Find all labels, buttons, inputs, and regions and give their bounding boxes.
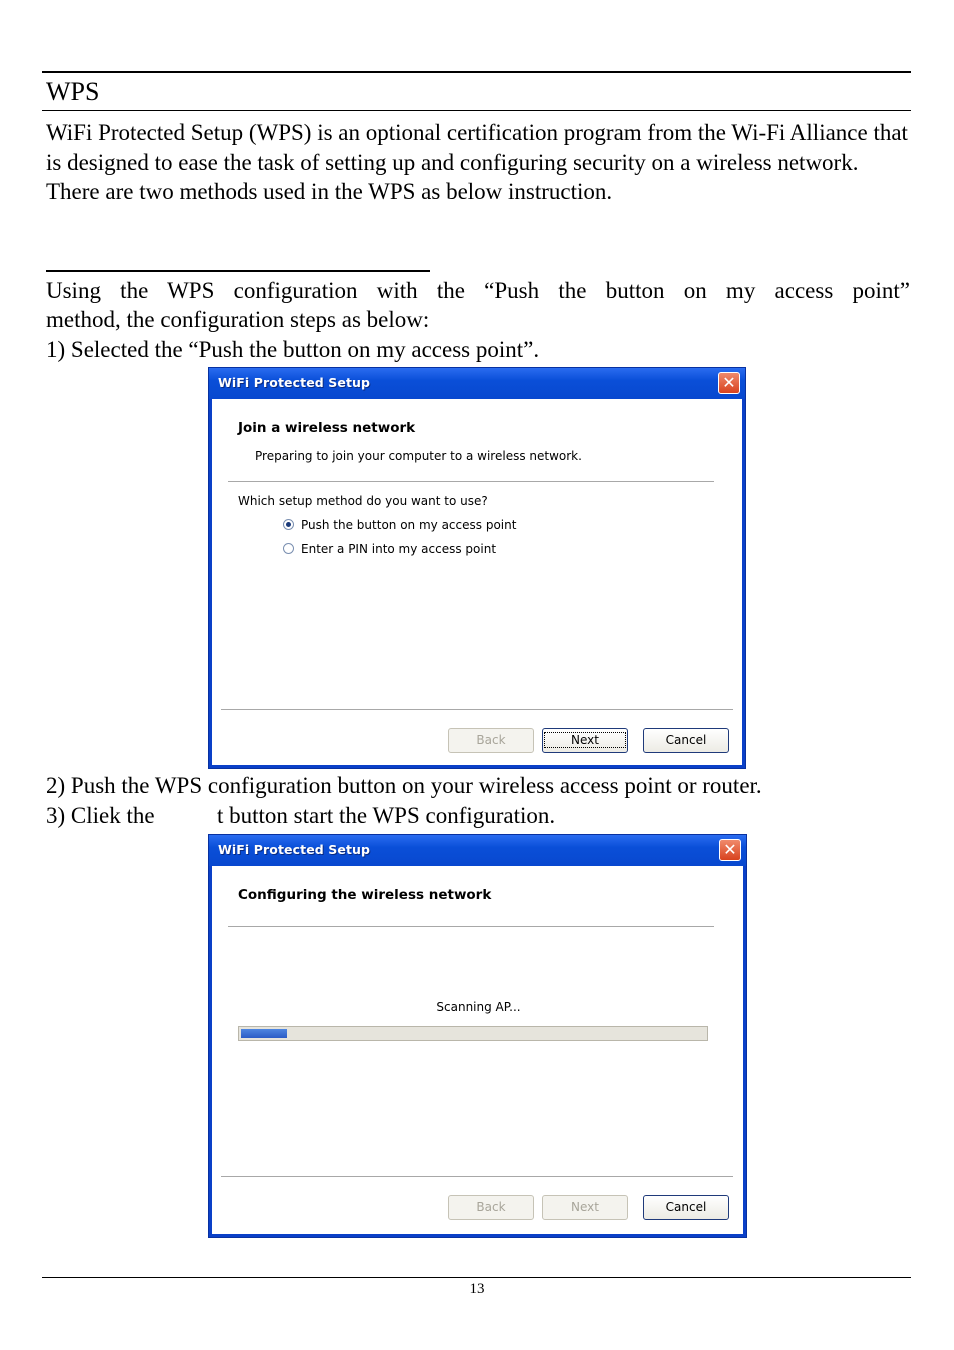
footer-rule: [42, 1277, 911, 1278]
dialog-title: WiFi Protected Setup: [218, 375, 371, 390]
method-rule: [46, 270, 430, 272]
radio-selected-icon[interactable]: [283, 519, 294, 530]
step-3-prefix: 3) Cliek the: [46, 803, 155, 828]
step-3-suffix: t button start the WPS configuration.: [217, 803, 556, 828]
wps-dialog-method: [208, 367, 746, 769]
footer-separator: [221, 1176, 733, 1178]
dialog-titlebar: [209, 835, 746, 866]
dialog-titlebar: [209, 368, 745, 399]
cancel-button[interactable]: Cancel: [643, 728, 729, 753]
method-line-2: method, the configuration steps as below:: [46, 307, 430, 332]
step-2-text: 2) Push the WPS configuration button on your wireless access point or router.: [46, 773, 762, 798]
header-separator: [228, 481, 714, 483]
back-button[interactable]: Back: [448, 1195, 534, 1220]
close-icon[interactable]: ✕: [719, 839, 741, 861]
dialog-header-subtitle: Preparing to join your computer to a wireless network.: [255, 449, 582, 463]
wps-dialog-configuring: [208, 834, 747, 1238]
radio-option-push-button[interactable]: [283, 516, 523, 534]
cancel-button[interactable]: Cancel: [643, 1195, 729, 1220]
scan-progress-fill: [241, 1029, 287, 1038]
step-1-text: 1) Selected the “Push the button on my access point”.: [46, 337, 540, 362]
page-number: 13: [469, 1281, 485, 1297]
footer-separator: [221, 709, 733, 711]
radio-unselected-icon[interactable]: [283, 543, 294, 554]
radio-option-enter-pin[interactable]: [283, 540, 523, 558]
dialog-header-title: Join a wireless network: [238, 420, 416, 436]
scan-progress-bar: [238, 1026, 708, 1041]
heading-bottom-rule: [42, 110, 911, 111]
radio-option-label: Push the button on my access point: [301, 518, 517, 532]
back-button[interactable]: Back: [448, 728, 534, 753]
method-line-1: Using the WPS configuration with the “Push the button on my access point”: [46, 278, 910, 303]
radio-option-label: Enter a PIN into my access point: [301, 542, 497, 556]
next-button[interactable]: [542, 728, 628, 753]
next-button[interactable]: Next: [542, 1195, 628, 1220]
dialog-title: WiFi Protected Setup: [218, 842, 371, 857]
intro-paragraph: WiFi Protected Setup (WPS) is an optional certification program from the Wi-Fi Alliance that is designed to ease the task of setting up and configuring security on a wireless network. There are two methods used in the WPS as below instruction.: [46, 120, 908, 204]
section-heading: WPS: [46, 77, 100, 106]
scan-status-text: Scanning AP...: [436, 1000, 521, 1014]
heading-top-rule: [42, 71, 911, 73]
next-button-label: Next: [545, 733, 625, 747]
setup-method-question: Which setup method do you want to use?: [238, 494, 488, 508]
close-icon[interactable]: ✕: [718, 372, 740, 394]
dialog-header-title: Configuring the wireless network: [238, 887, 492, 903]
dialog-client-area: [212, 399, 742, 765]
dialog-client-area: [212, 866, 743, 1234]
header-separator: [228, 926, 714, 928]
